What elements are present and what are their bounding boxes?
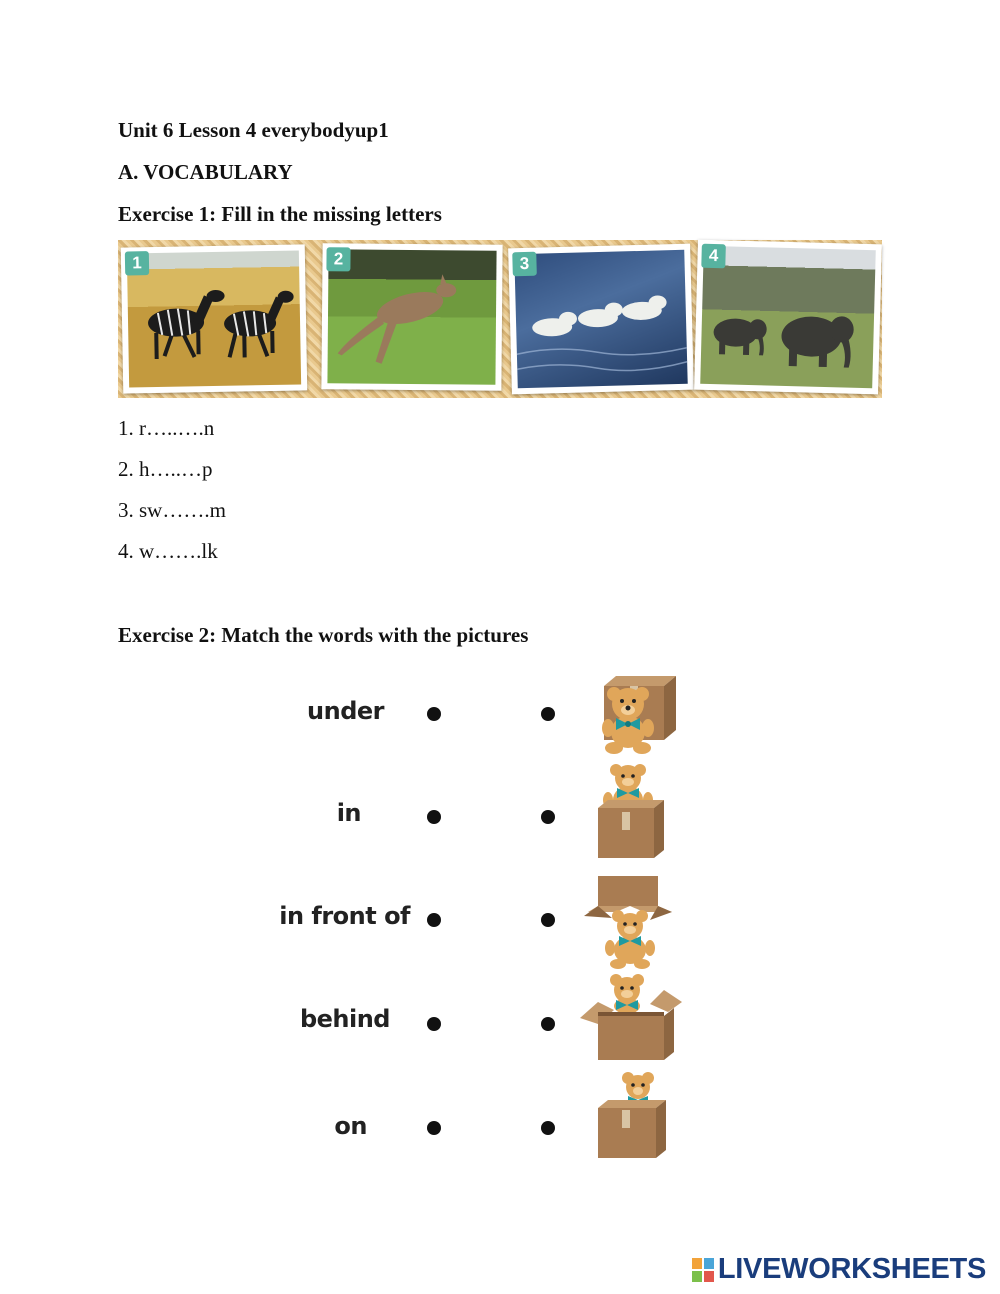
bear-in-box-picture [578,972,684,1062]
section-heading: A. VOCABULARY [118,160,293,184]
exercise1-item: 3. sw…….m [118,498,226,522]
liveworksheets-logo-icon [692,1258,714,1282]
photo-number-badge: 4 [701,244,726,269]
match-word-on: on [334,1112,367,1140]
match-word-behind: behind [299,1005,390,1033]
exercise1-heading: Exercise 1: Fill in the missing letters [118,202,442,226]
animal-photo-strip [118,240,882,398]
match-word-under: under [307,697,384,725]
liveworksheets-logo-text: LIVEWORKSHEETS [717,1253,986,1285]
match-dot-left[interactable] [427,1017,441,1031]
worksheet-title: Unit 6 Lesson 4 everybodyup1 [118,118,389,142]
match-dot-left[interactable] [427,707,441,721]
photo-number-badge: 2 [326,247,350,271]
photo-elephants [694,240,882,395]
exercise2-heading: Exercise 2: Match the words with the pictures [118,623,529,647]
kangaroo-image [327,249,496,384]
liveworksheets-logo [692,1253,986,1286]
photo-number-badge: 3 [512,252,537,277]
match-dot-right[interactable] [541,707,555,721]
photo-number-badge: 1 [125,251,149,275]
polar-bears-image [514,250,687,388]
match-dot-right[interactable] [541,913,555,927]
photo-kangaroo [321,243,502,391]
photo-polar-bears [508,244,694,395]
bear-behind-box-picture [594,1070,670,1160]
bear-in-front-of-box-picture [592,674,682,758]
match-word-in: in [336,799,361,827]
match-dot-right[interactable] [541,1017,555,1031]
match-word-in-front-of: in front of [279,902,410,930]
match-dot-left[interactable] [427,1121,441,1135]
match-dot-left[interactable] [427,913,441,927]
exercise1-item: 4. w…….lk [118,539,218,563]
bear-under-box-picture [584,872,676,972]
exercise1-item: 2. h…..…p [118,457,213,481]
match-dot-right[interactable] [541,810,555,824]
elephants-image [700,246,876,388]
photo-zebras [121,244,308,393]
zebras-image [127,251,301,388]
match-dot-left[interactable] [427,810,441,824]
exercise1-item: 1. r…..….n [118,416,215,440]
bear-on-box-picture [592,762,672,860]
match-dot-right[interactable] [541,1121,555,1135]
